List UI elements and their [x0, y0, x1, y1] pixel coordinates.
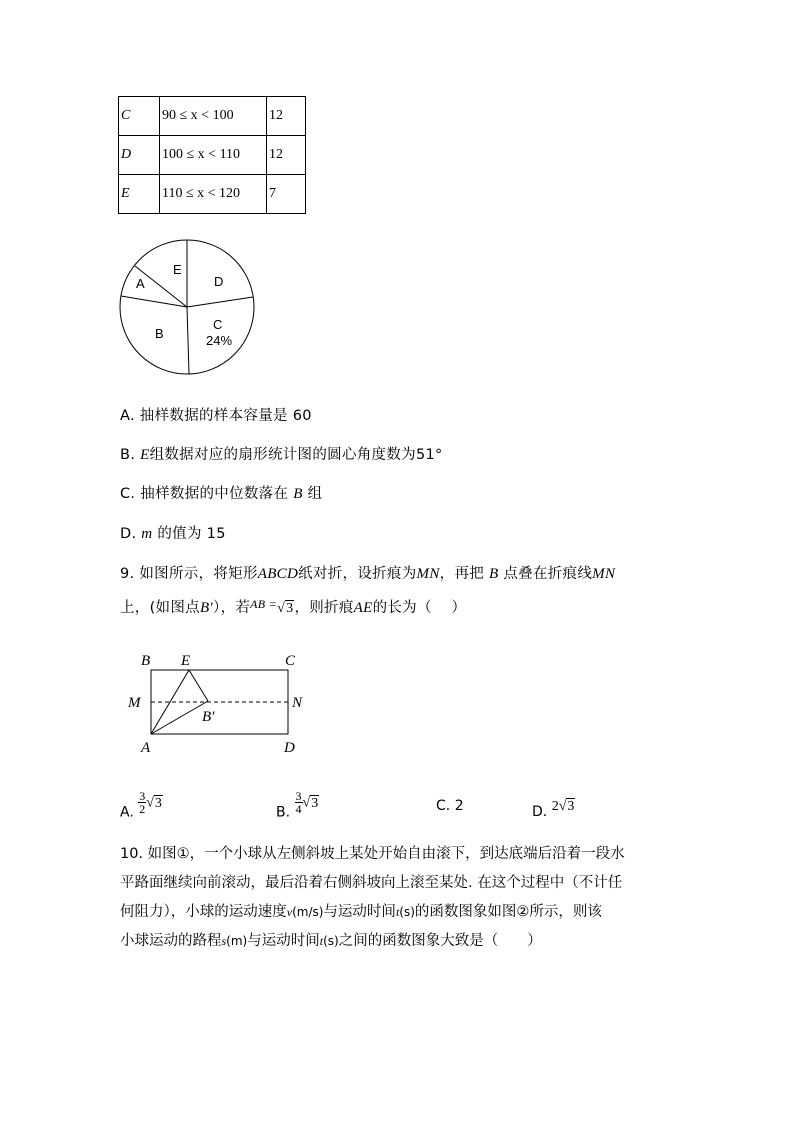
range-cell: 100 ≤ x < 110: [160, 136, 267, 175]
option-text: 组: [307, 486, 323, 502]
radicand: 3: [311, 795, 319, 811]
crease-ae: [151, 670, 189, 734]
option-letter: C.: [436, 798, 451, 814]
option-text: 抽样数据的样本容量是 60: [139, 408, 312, 424]
stem-variable: s: [221, 934, 227, 948]
label-e: E: [181, 653, 191, 669]
q9-option-c: [436, 798, 464, 814]
option-letter: B.: [276, 804, 291, 821]
range-cell: 90 ≤ x < 100: [160, 97, 267, 136]
stem-text: ，则折痕: [294, 600, 354, 616]
stem-unit: (s): [399, 905, 415, 919]
slice-percent-c: 24%: [206, 333, 233, 348]
q8-option-d: [120, 522, 226, 543]
option-letter: A.: [120, 408, 135, 424]
pie-chart: [110, 232, 270, 382]
stem-unit: (m/s): [292, 905, 324, 919]
q9-option-a: [120, 790, 163, 821]
stem-text: 何阻力），小球的运动速度: [120, 904, 287, 920]
frequency-table: [118, 96, 306, 214]
label-n: N: [292, 695, 303, 711]
pie-divider: [187, 307, 189, 374]
table-row: [119, 136, 306, 175]
square-root: 2√3: [551, 799, 575, 814]
q10-stem: [120, 840, 680, 956]
slice-label-d: D: [214, 274, 224, 289]
stem-variable: MN: [592, 566, 616, 582]
option-letter: D.: [120, 526, 137, 542]
fraction: [295, 790, 303, 815]
option-letter: D.: [532, 804, 548, 820]
radicand: 3: [286, 601, 294, 616]
stem-unit: (s): [323, 934, 339, 948]
range-cell: 110 ≤ x < 120: [160, 175, 267, 214]
denominator: 4: [295, 802, 302, 816]
stem-variable: t: [319, 934, 324, 948]
option-letter: A.: [120, 804, 134, 821]
group-cell: E: [119, 175, 160, 214]
stem-variable: t: [395, 905, 400, 919]
radicand: 3: [567, 799, 575, 814]
group-cell: C: [119, 97, 160, 136]
option-variable: E: [140, 447, 150, 463]
q9-stem-line1: [120, 562, 615, 583]
count-cell: 12: [267, 97, 306, 136]
stem-unit: (m): [226, 934, 248, 948]
stem-text: 与运动时间: [323, 904, 396, 920]
stem-text: 的函数图象如图②所示，则该: [414, 904, 602, 920]
stem-text: 小球运动的路程: [120, 933, 222, 949]
count-cell: 12: [267, 136, 306, 175]
stem-text: 之间的函数图象大致是（ ）: [338, 933, 542, 949]
square-root: √3: [146, 795, 162, 811]
equation-ab: AB =√3: [250, 597, 294, 616]
stem-variable: B: [488, 566, 499, 582]
segment-ab-prime: [151, 701, 208, 734]
stem-text: 纸对折，设折痕为: [298, 566, 417, 582]
stem-line: 平路面继续向前滚动，最后沿着右侧斜坡向上滚至某处. 在这个过程中（不计任: [120, 875, 623, 891]
denominator: 2: [139, 802, 146, 816]
count-cell: 7: [267, 175, 306, 214]
q9-option-b: [276, 790, 319, 821]
label-a: A: [141, 740, 151, 756]
option-text: 的值为 15: [157, 526, 226, 542]
option-letter: B.: [120, 447, 136, 463]
stem-text: 与运动时间: [247, 933, 320, 949]
rectangle-abcd: [151, 670, 288, 734]
option-letter: C.: [120, 486, 136, 502]
stem-variable: AE: [353, 600, 373, 616]
square-root: √3: [302, 795, 319, 811]
slice-label-e: E: [173, 262, 182, 277]
label-d: D: [284, 740, 295, 756]
rectangle-fold-figure: [122, 646, 322, 758]
stem-text: 的长为（ ）: [372, 600, 467, 616]
numerator: 3: [139, 789, 146, 803]
radicand: 3: [154, 795, 162, 811]
coefficient: 2: [551, 799, 559, 814]
numerator: 3: [295, 789, 302, 803]
segment-eb-prime: [189, 670, 208, 701]
stem-variable: MN: [416, 566, 440, 582]
slice-label-c: C: [213, 317, 223, 332]
slice-label-a: A: [136, 276, 145, 291]
stem-variable: B′: [199, 600, 214, 616]
stem-text: ），若: [213, 600, 251, 616]
table-row: [119, 97, 306, 136]
label-b-prime: B′: [202, 709, 215, 725]
option-variable: m: [141, 526, 153, 542]
q8-option-c: [120, 482, 322, 503]
option-variable: B: [293, 486, 303, 502]
stem-variable: ABCD: [257, 566, 299, 582]
stem-text: 上，(如图点: [120, 600, 200, 616]
q8-option-b: [120, 443, 443, 464]
stem-line: [120, 898, 680, 927]
stem-text: 9. 如图所示，将矩形: [120, 566, 258, 582]
pie-divider: [121, 296, 187, 307]
stem-line: 10. 如图①，一个小球从左侧斜坡上某处开始自由滚下，到达底端后沿着一段水: [120, 846, 625, 862]
stem-variable: v: [286, 905, 293, 919]
group-cell: D: [119, 136, 160, 175]
stem-text: ，再把: [439, 566, 485, 582]
option-text: 抽样数据的中位数落在: [140, 486, 289, 502]
stem-text: 点叠在折痕线: [503, 566, 593, 582]
stem-line: [120, 927, 680, 956]
q8-option-a: [120, 404, 312, 425]
label-b: B: [141, 653, 151, 669]
option-text: 组数据对应的扇形统计图的圆心角度数为51°: [149, 447, 443, 463]
equation-lhs: AB =: [250, 597, 278, 611]
table-row: [119, 175, 306, 214]
slice-label-b: B: [155, 326, 164, 341]
label-m: M: [128, 695, 141, 711]
q9-stem-line2: [120, 596, 466, 617]
pie-divider: [187, 297, 253, 307]
q9-option-d: [532, 798, 575, 820]
label-c: C: [285, 653, 296, 669]
option-value: 2: [454, 798, 464, 814]
